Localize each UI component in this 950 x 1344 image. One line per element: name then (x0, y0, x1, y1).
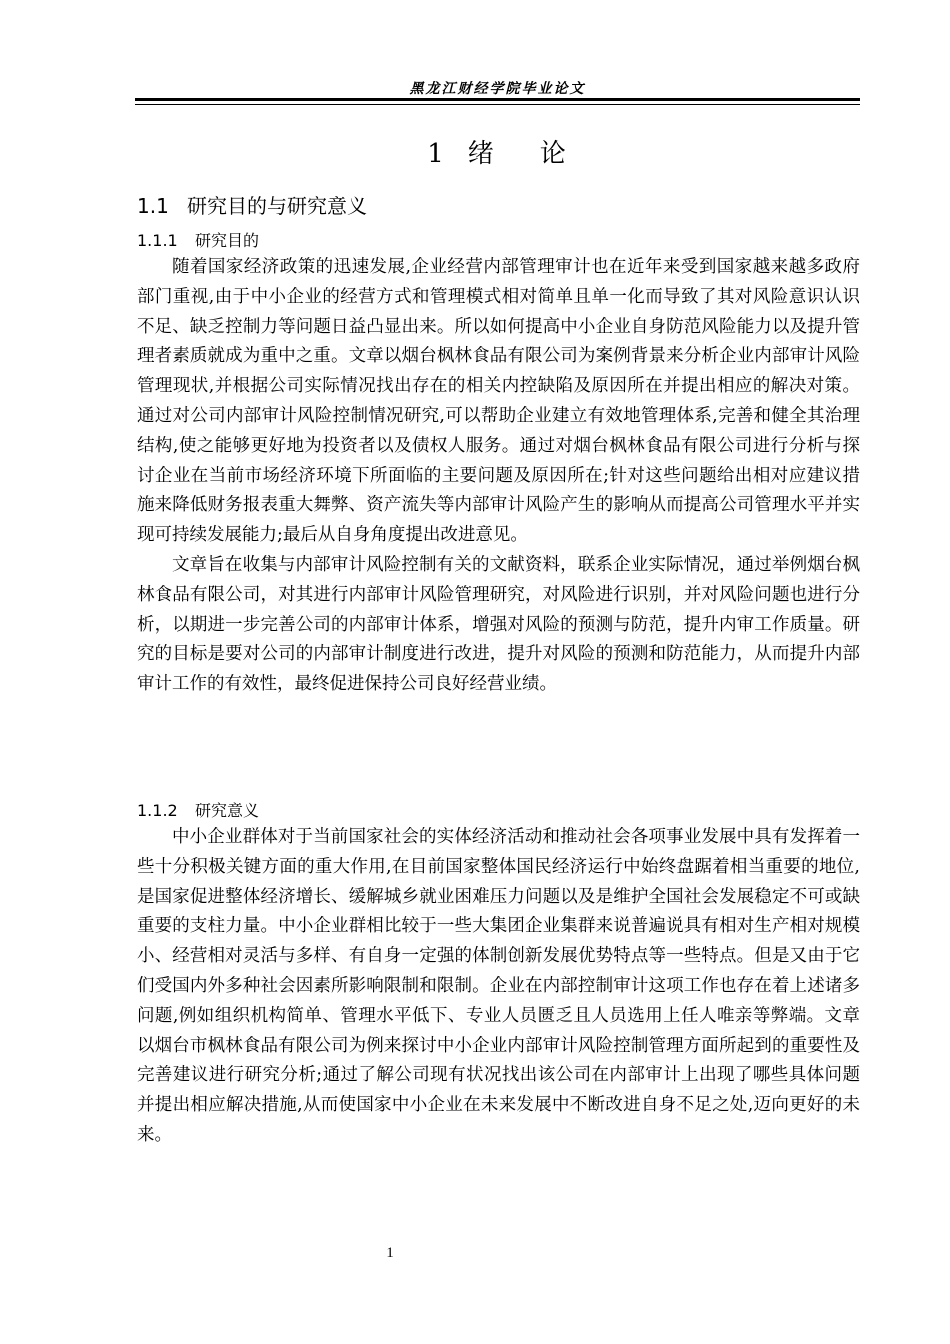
running-header: 黑龙江财经学院毕业论文 (409, 81, 586, 97)
section-title: 研究目的与研究意义 (187, 194, 367, 218)
chapter-title-char-1: 绪 (467, 139, 496, 169)
chapter-title (135, 133, 860, 170)
section-heading-1-1-1 (137, 228, 259, 251)
body-block-purpose (137, 253, 860, 700)
page-number: 1 (386, 1245, 394, 1261)
header-rule-thick (135, 98, 860, 101)
section-heading-1-1 (137, 190, 367, 219)
chapter-number: 1 (427, 139, 446, 169)
section-number: 1.1.2 (137, 801, 178, 820)
chapter-title-char-2: 论 (539, 139, 568, 169)
section-number: 1.1.1 (137, 231, 178, 250)
section-title: 研究意义 (195, 801, 260, 820)
section-heading-1-1-2 (137, 798, 259, 821)
header-rule-thin (135, 104, 860, 105)
section-number: 1.1 (137, 194, 169, 218)
paragraph: 中小企业群体对于当前国家社会的实体经济活动和推动社会各项事业发展中具有发挥着一些十分积极关键方面的重大作用,在目前国家整体国民经济运行中始终盘踞着相当重要的地位,是国家促进整体经济增长、缓解城乡就业困难压力问题以及是维护全国社会发展稳定不可或缺重要的支柱力量。中小企业群相比较于一些大集团企业集群来说普遍说具有相对生产相对规模小、经营相对灵活与多样、有自身一定强的体制创新发展优势特点等一些特点。但是又由于它们受国内外多种社会因素所影响限制和限制。企业在内部控制审计这项工作也存在着上述诸多问题,例如组织机构简单、管理水平低下、专业人员匮乏且人员选用上任人唯亲等弊端。文章以烟台市枫林食品有限公司为例来探讨中小企业内部审计风险控制管理方面所起到的重要性及完善建议进行研究分析;通过了解公司现有状况找出该公司在内部审计上出现了哪些具体问题并提出相应解决措施,从而使国家中小企业在未来发展中不断改进自身不足之处,迈向更好的未来。 (137, 827, 860, 1145)
paragraph: 随着国家经济政策的迅速发展,企业经营内部管理审计也在近年来受到国家越来越多政府部门重视,由于中小企业的经营方式和管理模式相对简单且单一化而导致了其对风险意识认识不足、缺乏控制力等问题日益凸显出来。所以如何提高中小企业自身防范风险能力以及提升管理者素质就成为重中之重。文章以烟台枫林食品有限公司为案例背景来分析企业内部审计风险管理现状,并根据公司实际情况找出存在的相关内控缺陷及原因所在并提出相应的解决对策。通过对公司内部审计风险控制情况研究,可以帮助企业建立有效地管理体系,完善和健全其治理结构,使之能够更好地为投资者以及债权人服务。通过对烟台枫林食品有限公司进行分析与探讨企业在当前市场经济环境下所面临的主要问题及原因所在;针对这些问题给出相对应建议措施来降低财务报表重大舞弊、资产流失等内部审计风险产生的影响从而提高公司管理水平并实现可持续发展能力;最后从自身角度提出改进意见。 (137, 257, 860, 546)
body-block-significance (137, 823, 860, 1151)
paragraph: 文章旨在收集与内部审计风险控制有关的文献资料，联系企业实际情况，通过举例烟台枫林食品有限公司，对其进行内部审计风险管理研究，对风险进行识别，并对风险问题也进行分析，以期进一步完善公司的内部审计体系，增强对风险的预测与防范，提升内审工作质量。研究的目标是要对公司的内部审计制度进行改进，提升对风险的预测和防范能力，从而提升内部审计工作的有效性，最终促进保持公司良好经营业绩。 (137, 554, 860, 695)
section-title: 研究目的 (195, 231, 260, 250)
